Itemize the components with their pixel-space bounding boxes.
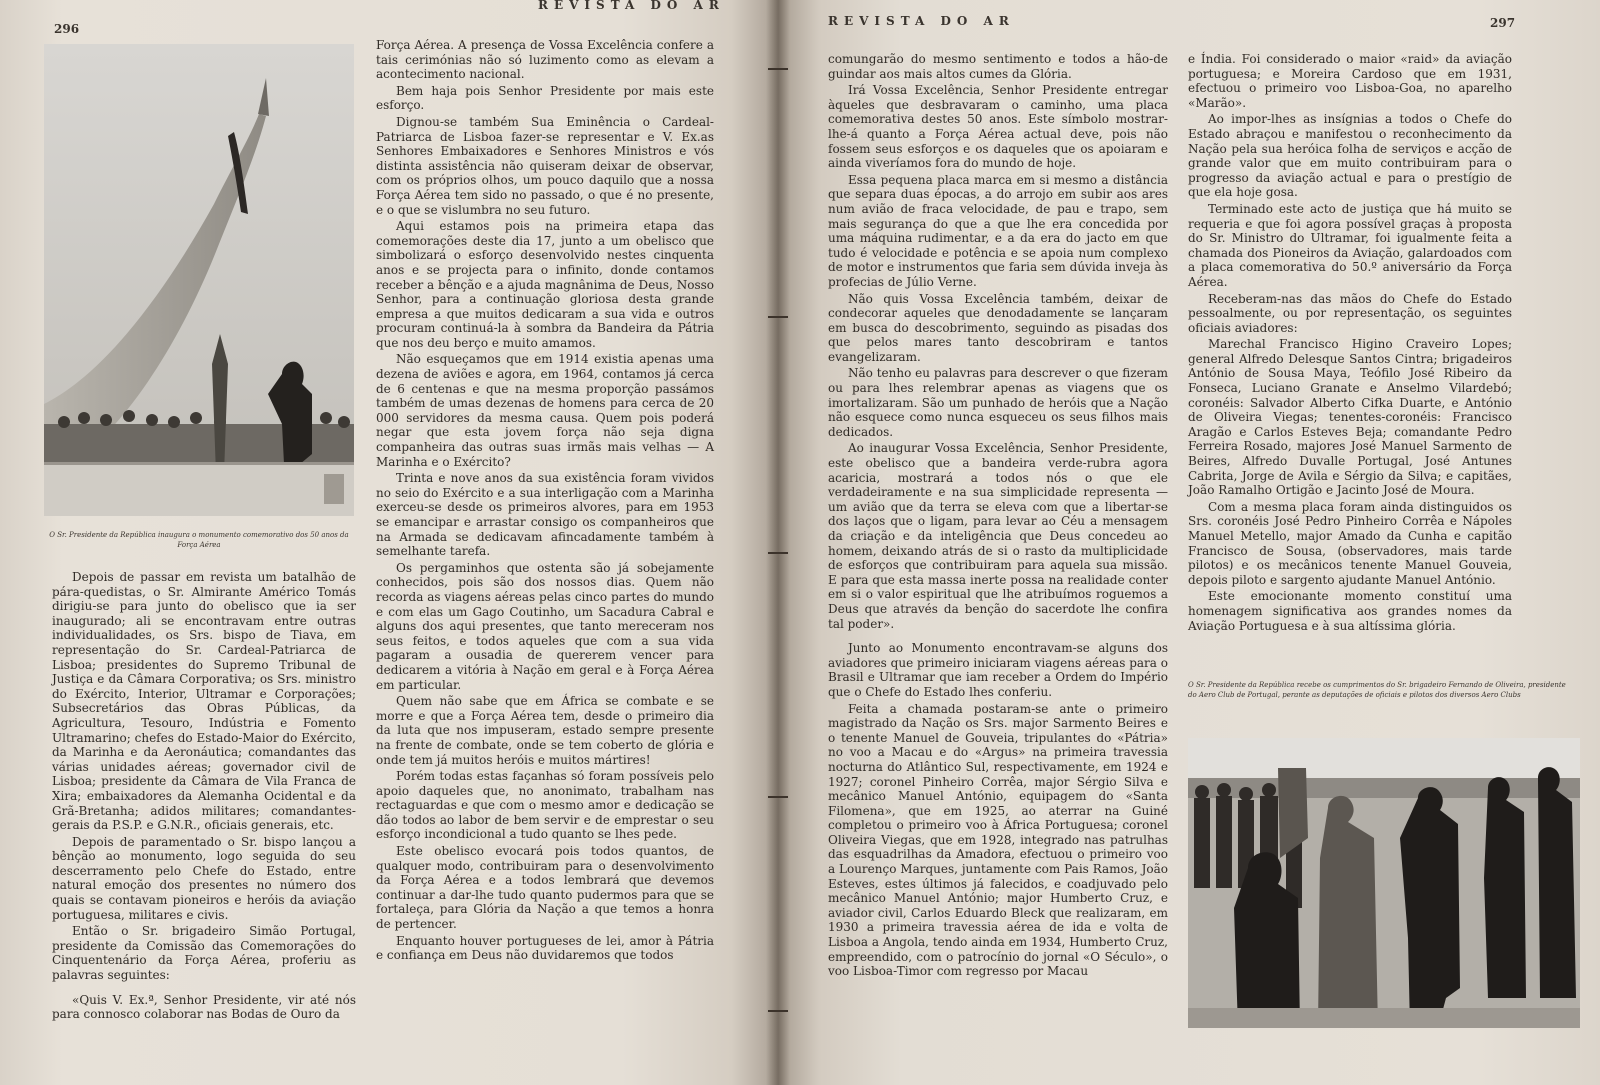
reception-photo-caption: O Sr. Presidente da República recebe os cumprimentos do Sr. brigadeiro Fernando de Oliveira, presidente do Aero Club de Portugal, perante as deputações de oficiais e pilotos dos diversos Aero Clubs [1188, 681, 1566, 699]
stitch-mark [768, 316, 788, 318]
left-page-column-2 [376, 38, 714, 965]
page-number-left: 296 [54, 22, 80, 36]
paragraph: Enquanto houver portugueses de lei, amor à Pátria e confiança em Deus não duvidaremos que todos [376, 933, 714, 963]
paragraph: Ao inaugurar Vossa Excelência, Senhor Presidente, este obelisco que a bandeira verde-rubra agora acaricia, mostrará a todos nós o que ele verdadeiramente e na sua simplicidade representa — um avião que da terra se eleva com que a libertar-se dos laços que o ligam, para levar ao Céu a mensagem da criação e da inteligência que Deus concedeu ao homem, deixando atrás de si o rasto da multiplicidade de esforços que contribuiram para aquela sua missão. E para que esta massa inerte possa na realidade conter em si o valor espiritual que lhe atribuímos roguemos a Deus que através da benção do sacerdote lhe confira tal poder». [828, 441, 1168, 631]
book-spine [766, 0, 790, 1085]
left-page-column-1 [52, 570, 356, 1024]
paragraph: «Quis V. Ex.ª, Senhor Presidente, vir até nós para connosco colaborar nas Bodas de Ouro da [52, 992, 356, 1022]
obelisk-photo-image [44, 44, 354, 516]
running-head-left: REVISTA DO AR [538, 0, 725, 12]
obelisk-photo [44, 44, 354, 516]
right-page-column-1 [828, 52, 1168, 981]
right-page-column-2 [1188, 52, 1512, 635]
paragraph: Bem haja pois Senhor Presidente por mais este esforço. [376, 83, 714, 113]
paragraph: Depois de passar em revista um batalhão de pára-quedistas, o Sr. Almirante Américo Tomás dirigiu-se para junto do obelisco que ia ser inaugurado; ali se encontravam entre outras individualidades, os Srs. bispo de Tiava, em representação do Sr. Cardeal-Patriarca de Lisboa; presidentes do Supremo Tribunal de Justiça e da Câmara Corporativa; os Srs. ministro do Exército, Interior, Ultramar e Corporações; Subsecretários das Obras Públicas, da Agricultura, Tesouro, Indústria e Fomento Ultramarino; chefes do Estado-Maior do Exército, da Marinha e da Aeronáutica; comandantes das várias unidades aéreas; governador civil de Lisboa; presidente da Câmara de Vila Franca de Xira; embaixadores da Alemanha Ocidental e da Grã-Bretanha; adidos militares; comandantes-gerais da P.S.P. e G.N.R., oficiais generais, etc. [52, 570, 356, 833]
paragraph: Então o Sr. brigadeiro Simão Portugal, presidente da Comissão das Comemorações do Cinquentenário da Força Aérea, proferiu as palavras seguintes: [52, 924, 356, 983]
paragraph: Com a mesma placa foram ainda distinguidos os Srs. coronéis José Pedro Pinheiro Corrêa e Nápoles Manuel Metello, major Amado da Cunha e capitão Francisco de Sousa, (observadores, mais tarde pilotos) e os mecânicos tenente Manuel Gouveia, depois piloto e sargento ajudante Manuel António. [1188, 499, 1512, 587]
stitch-mark [768, 552, 788, 554]
paragraph: Receberam-nas das mãos do Chefe do Estado pessoalmente, ou por representação, os seguintes oficiais aviadores: [1188, 291, 1512, 335]
stitch-mark [768, 796, 788, 798]
paragraph: Trinta e nove anos da sua existência foram vividos no seio do Exército e a sua interligação com a Marinha exerceu-se desde os primeiros alvores, para em 1953 se emancipar e arrastar consigo os companheiros que na Armada se dedicavam afincadamente também à semelhante tarefa. [376, 471, 714, 559]
paragraph: Depois de paramentado o Sr. bispo lançou a bênção ao monumento, logo seguida do seu descerramento pelo Chefe do Estado, entre natural emoção dos presentes no número dos quais se contavam pioneiros e heróis da aviação portuguesa, militares e civis. [52, 834, 356, 922]
paragraph: Junto ao Monumento encontravam-se alguns dos aviadores que primeiro iniciaram viagens aéreas para o Brasil e Ultramar que iam receber a Ordem do Império que o Chefe do Estado lhes conferiu. [828, 641, 1168, 699]
paragraph: Marechal Francisco Higino Craveiro Lopes; general Alfredo Delesque Santos Cintra; brigadeiros António de Sousa Maya, Teófilo José Ribeiro da Fonseca, Luciano Granate e Anselmo Vilardebó; coronéis: Salvador Alberto Cifka Duarte, e António de Oliveira Viegas; tenentes-coronéis: Francisco Aragão e Carlos Esteves Beja; comandante Pedro Ferreira Rosado, majores José Manuel Sarmento de Beires, Alfredo Duvalle Portugal, José Antunes Cabrita, Jorge de Avila e Sérgio da Silva; e capitães, João Ramalho Ortigão e Jacinto José de Moura. [1188, 337, 1512, 498]
paragraph: Não quis Vossa Excelência também, deixar de condecorar aqueles que denodadamente se lançaram em busca do descobrimento, seguindo as pisadas dos que pelos mares tanto descobriram e tantos evangelizaram. [828, 291, 1168, 364]
stitch-mark [768, 1010, 788, 1012]
reception-photo-image [1188, 738, 1580, 1028]
paragraph: Os pergaminhos que ostenta são já sobejamente conhecidos, pois são dos nossos dias. Quem não recorda as viagens aéreas pelas cinco partes do mundo e com elas um Gago Coutinho, um Sacadura Cabral e alguns dos aqui presentes, que tanto mereceram nos seus feitos, e todos aqueles que com a sua vida pagaram a ousadia de quererem vencer para dedicarem a vitória à Nação em geral e à Força Aérea em particular. [376, 560, 714, 692]
paragraph: Terminado este acto de justiça que há muito se requeria e que foi agora possível graças à proposta do Sr. Ministro do Ultramar, foi igualmente feita a chamada dos Pioneiros da Aviação, galardoados com a placa comemorativa do 50.º aniversário da Força Aérea. [1188, 201, 1512, 289]
paragraph: Este emocionante momento constituí uma homenagem significativa aos grandes nomes da Aviação Portuguesa e à sua altíssima glória. [1188, 589, 1512, 633]
obelisk-photo-caption: O Sr. Presidente da República inaugura o monumento comemorativo dos 50 anos da Força Aérea [49, 531, 349, 549]
running-head-right: REVISTA DO AR [828, 14, 1015, 28]
right-page [778, 0, 1600, 1085]
paragraph: Não tenho eu palavras para descrever o que fizeram ou para lhes relembrar apenas as viagens que os imortalizaram. São um punhado de heróis que a Nação não esquece como nunca esqueceu os seus filhos mais dedicados. [828, 366, 1168, 439]
paragraph: Irá Vossa Excelência, Senhor Presidente entregar àqueles que desbravaram o caminho, uma placa comemorativa destes 50 anos. Este símbolo mostrar-lhe-á quanto a Força Aérea actual deve, pois não fossem seus esforços e os daqueles que os apoiaram e ainda viveríamos fora do mundo de hoje. [828, 83, 1168, 171]
paragraph: Aqui estamos pois na primeira etapa das comemorações deste dia 17, junto a um obelisco que simbolizará o esforço desenvolvido nestes cinquenta anos e se projecta para o infinito, donde contamos receber a bênção e a ajuda magnânima de Deus, Nosso Senhor, para a continuação gloriosa desta grande empresa a que muitos dedicaram a sua vida e outros procuram continuá-la à sombra da Bandeira da Pátria que nos deu berço e muito amamos. [376, 219, 714, 350]
paragraph: Essa pequena placa marca em si mesmo a distância que separa duas épocas, a do arrojo em subir aos ares num avião de fraca velocidade, de pau e trapo, sem mais segurança do que a que lhe era concedida por uma máquina rudimentar, e a da era do jacto em que tudo é velocidade e potência e se apoia num complexo de motor e instrumentos que faria sem dúvida inveja às profecias de Júlio Verne. [828, 172, 1168, 289]
paragraph: Dignou-se também Sua Eminência o Cardeal-Patriarca de Lisboa fazer-se representar e V. Ex.as Senhores Embaixadores e Senhores Ministros e vós distinta assistência não quiseram deixar de observar, com os próprios olhos, um pouco daquilo que a nossa Força Aérea tem sido no passado, o que é no presente, e o que se vislumbra no seu futuro. [376, 114, 714, 217]
paragraph: Quem não sabe que em África se combate e se morre e que a Força Aérea tem, desde o primeiro dia da luta que nos impuseram, estado sempre presente na frente de combate, onde se tem coberto de glória e onde tem já muitos heróis e muitos mártires! [376, 694, 714, 767]
paragraph: Força Aérea. A presença de Vossa Excelência confere a tais cerimónias não só luzimento como as elevam a acontecimento nacional. [376, 38, 714, 82]
left-page [0, 0, 778, 1085]
paragraph: comungarão do mesmo sentimento e todos a hão-de guindar aos mais altos cumes da Glória. [828, 52, 1168, 81]
reception-photo [1188, 738, 1580, 1028]
paragraph: Feita a chamada postaram-se ante o primeiro magistrado da Nação os Srs. major Sarmento Beires e o tenente Manuel de Gouveia, tripulantes do «Pátria» no voo a Macau e do «Argus» na primeira travessia nocturna do Atlântico Sul, respectivamente, em 1924 e 1927; coronel Pinheiro Corrêa, major Sérgio Silva e mecânico Manuel António, equipagem do «Santa Filomena», que em 1925, ao aterrar na Guiné completou o primeiro voo à África Portuguesa; coronel Oliveira Viegas, que em 1928, integrado nas patrulhas das esquadrilhas da Amadora, efectuou o primeiro voo a Lourenço Marques, juntamente com Pais Ramos, João Esteves, estes últimos já falecidos, e coadjuvado pelo mecânico Manuel António; major Humberto Cruz, e aviador civil, Carlos Eduardo Bleck que realizaram, em 1930 a primeira travessia aérea de ida e volta de Lisboa a Angola, tendo ainda em 1934, Humberto Cruz, empreendido, com o patrocínio do jornal «O Século», o voo Lisboa-Timor com regresso por Macau [828, 701, 1168, 979]
paragraph: Este obelisco evocará pois todos quantos, de qualquer modo, contribuiram para o desenvolvimento da Força Aérea e a todos lembrará que devemos continuar a dar-lhe tudo quanto pudermos para que se fortaleça, para Glória da Nação a que temos a honra de pertencer. [376, 844, 714, 932]
paragraph: Não esqueçamos que em 1914 existia apenas uma dezena de aviões e agora, em 1964, contamos já cerca de 6 centenas e que na mesma proporção passámos também de umas dezenas de homens para cerca de 20 000 servidores da mesma causa. Quem pois poderá negar que esta jovem força não seja digna companheira das outras suas irmãs mais velhas — A Marinha e o Exército? [376, 352, 714, 469]
paragraph: Porém todas estas façanhas só foram possíveis pelo apoio daqueles que, no anonimato, trabalham nas rectaguardas e que com o mesmo amor e dedicação se dão todos ao labor de bem servir e de emprestar o seu esforço incondicional a tudo quanto se lhes pede. [376, 769, 714, 842]
paragraph: e Índia. Foi considerado o maior «raid» da aviação portuguesa; e Moreira Cardoso que em 1931, efectuou o primeiro voo Lisboa-Goa, no aparelho «Marão». [1188, 52, 1512, 110]
paragraph: Ao impor-lhes as insígnias a todos o Chefe do Estado abraçou e manifestou o reconhecimento da Nação pela sua heróica folha de serviços e acção de grande valor que em muito contribuiram para o progresso da aviação actual e para o prestígio de que ela hoje gosa. [1188, 112, 1512, 200]
stitch-mark [768, 68, 788, 70]
page-number-right: 297 [1490, 16, 1516, 30]
